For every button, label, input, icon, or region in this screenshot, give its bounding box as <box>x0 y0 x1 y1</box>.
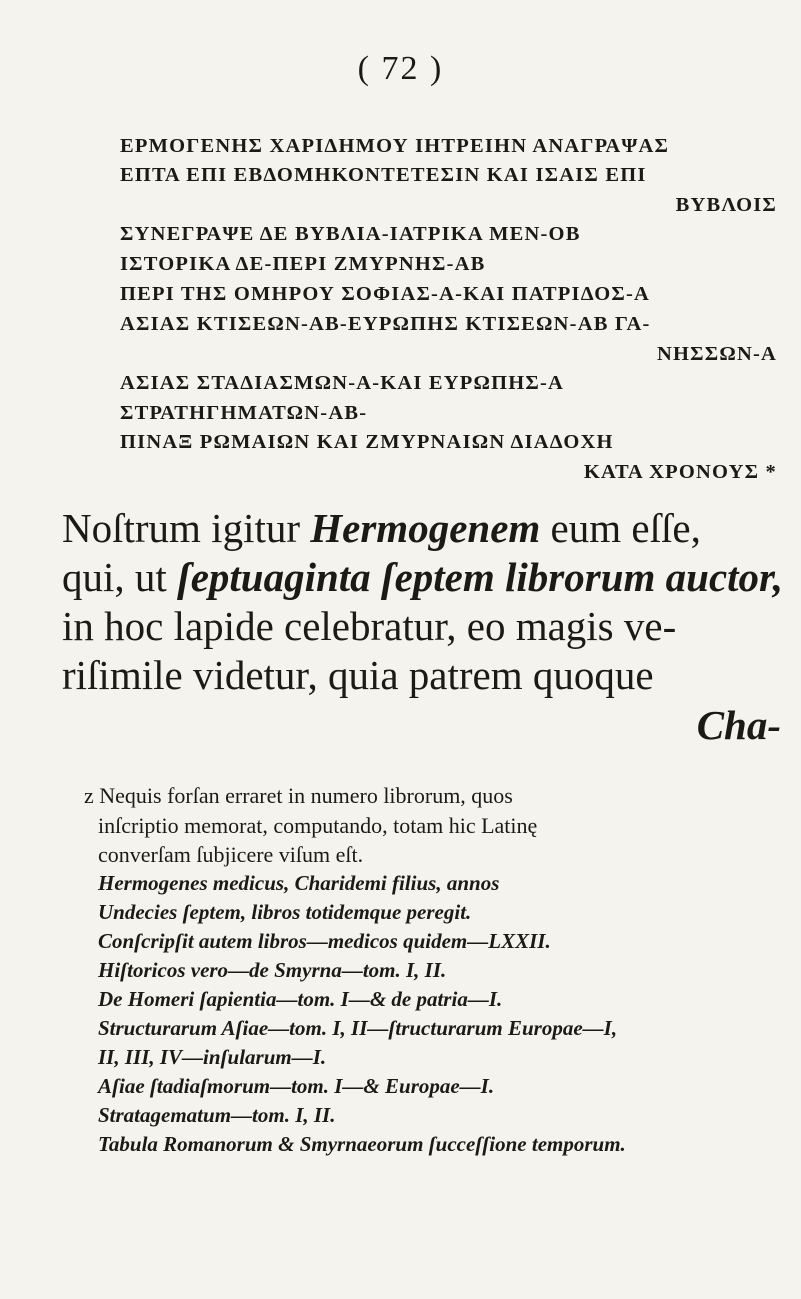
footnote-line: Conſcripſit autem libros—medicos quidem—LXXII. <box>98 929 551 953</box>
main-text-span: qui, ut <box>62 554 178 600</box>
main-text-span: Noſtrum igitur <box>62 505 311 551</box>
footnote-line: Undecies ſeptem, libros totidemque peregit. <box>98 900 472 924</box>
footnote-line: II, III, IV—inſularum—I. <box>98 1045 327 1069</box>
inscription-line: ΑΣΙΑΣ ΣΤΑΔΙΑΣΜΩΝ-Α-ΚΑΙ ΕΥΡΩΠΗΣ-Α <box>120 372 565 394</box>
footnote-line: Hermogenes medicus, Charidemi filius, annos <box>98 871 500 895</box>
footnote-line: Aſiae ſtadiaſmorum—tom. I—& Europae—I. <box>98 1074 495 1098</box>
inscription-line: ΣΥΝΕΓΡΑΨΕ ΔΕ ΒΥΒΛΙΑ-ΙΑΤΡΙΚΑ ΜΕΝ-ΟΒ <box>120 223 581 245</box>
inscription-line: ΕΠΤΑ ΕΠΙ ΕΒΔΟΜΗΚΟΝΤΕΤΕΣΙΝ ΚΑΙ ΙΣΑΙΣ ΕΠΙ <box>120 164 647 186</box>
footnote-line: Stratagematum—tom. I, II. <box>98 1103 336 1127</box>
footnote-line: Hiſtoricos vero—de Smyrna—tom. I, II. <box>98 958 447 982</box>
main-line: riſimile videtur, quia patrem quoque <box>62 652 654 698</box>
inscription-line: ΕΡΜΟΓΕΝΗΣ ΧΑΡΙΔΗΜΟΥ ΙΗΤΡΕΙΗΝ ΑΝΑΓΡΑΨΑΣ <box>120 135 670 157</box>
main-line: in hoc lapide celebratur, eo magis ve- <box>62 603 677 649</box>
inscription-line: ΒΥΒΛΟΙΣ <box>675 194 777 216</box>
footnote-line: Tabula Romanorum & Smyrnaeorum ſucceſſione temporum. <box>98 1132 626 1156</box>
main-line <box>62 505 777 551</box>
footnote-line: z Nequis forſan erraret in numero librorum, quos <box>84 783 513 808</box>
main-italic-span: ſeptuaginta ſeptem librorum auctor, <box>177 554 783 600</box>
footnote-line: inſcriptio memorat, computando, totam hic Latinę <box>98 813 538 838</box>
catchword: Cha- <box>696 702 781 748</box>
inscription-line: ΙΣΤΟΡΙΚΑ ΔΕ-ΠΕΡΙ ΖΜΥΡΝΗΣ-ΑΒ <box>120 253 486 275</box>
main-italic-span: Hermogenem <box>310 505 541 551</box>
inscription-line: ΠΕΡΙ ΤΗΣ ΟΜΗΡΟΥ ΣΟΦΙΑΣ-Α-ΚΑΙ ΠΑΤΡΙΔΟΣ-Α <box>120 283 651 305</box>
inscription-line: ΣΤΡΑΤΗΓΗΜΑΤΩΝ-ΑΒ- <box>120 402 368 424</box>
inscription-line: ΚΑΤΑ ΧΡΟΝΟΥΣ * <box>583 461 777 483</box>
footnote-line: De Homeri ſapientia—tom. I—& de patria—I. <box>98 987 503 1011</box>
inscription-line: ΠΙΝΑΞ ΡΩΜΑΙΩΝ ΚΑΙ ΖΜΥΡΝΑΙΩΝ ΔΙΑΔΟΧΗ <box>120 431 614 453</box>
footnote-line: converſam ſubjicere viſum eſt. <box>98 842 364 867</box>
footnote-line: Structurarum Aſiae—tom. I, II—ſtructurarum Europae—I, <box>98 1016 618 1040</box>
page-number: ( 72 ) <box>357 50 444 87</box>
inscription-line: ΝΗΣΣΩΝ-Α <box>656 343 777 365</box>
main-line <box>62 554 783 600</box>
main-text-span: eum eſſe, <box>540 505 701 551</box>
inscription-line: ΑΣΙΑΣ ΚΤΙΣΕΩΝ-ΑΒ-ΕΥΡΩΠΗΣ ΚΤΙΣΕΩΝ-ΑΒ ΓΑ- <box>120 313 651 335</box>
